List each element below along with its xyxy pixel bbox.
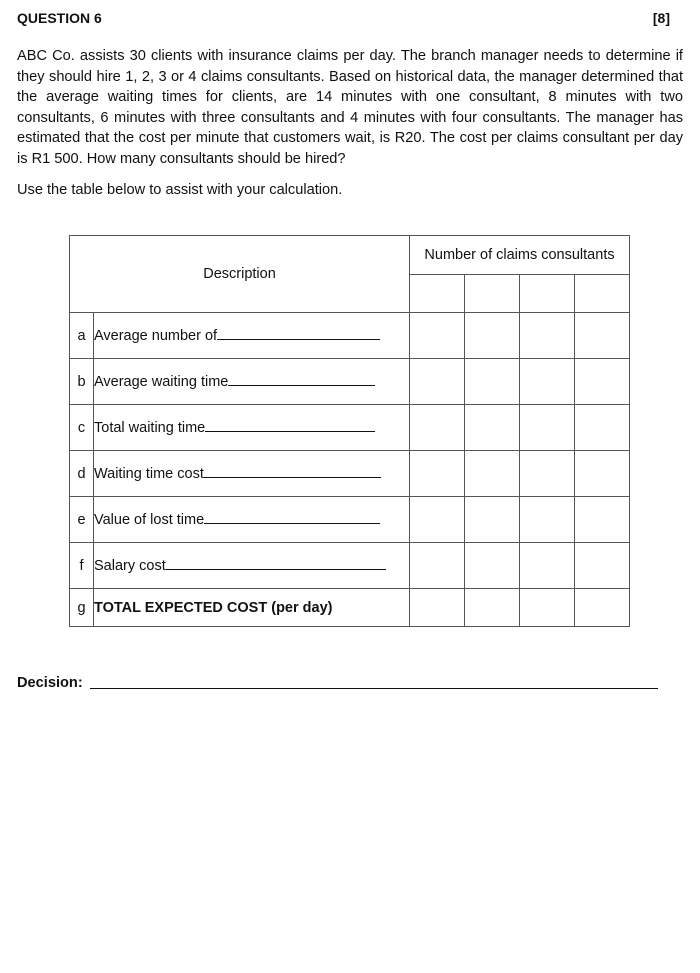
answer-cell[interactable]: [465, 405, 520, 451]
table-row: [70, 497, 630, 543]
table-row: [70, 313, 630, 359]
answer-cell[interactable]: [520, 405, 575, 451]
fill-in-blank: [204, 511, 380, 524]
row-label: Average number of: [94, 328, 218, 344]
answer-cell[interactable]: [465, 497, 520, 543]
row-letter: b: [70, 359, 94, 405]
decision-label: Decision:: [17, 675, 83, 691]
answer-cell[interactable]: [465, 451, 520, 497]
consultant-column-3[interactable]: [520, 275, 575, 313]
row-label: Salary cost: [94, 558, 166, 574]
row-description: [94, 497, 410, 543]
answer-cell[interactable]: [520, 313, 575, 359]
answer-cell[interactable]: [410, 359, 465, 405]
answer-cell[interactable]: [520, 497, 575, 543]
question-body: ABC Co. assists 30 clients with insurance claims per day. The branch manager needs to determine if they should hire 1, 2, 3 or 4 claims consultants. Based on historical data, the manager determined that the average waiting times for clients, are 14 minutes with one consultant, 8 minutes with two consultants, 6 minutes with three consultants and 4 minutes with four consultants. The manager has estimated that the cost per minute that customers wait, is R20. The cost per claims consultant per day is R1 500. How many consultants should be hired?: [17, 48, 683, 167]
answer-cell[interactable]: [575, 451, 630, 497]
number-of-consultants-header: Number of claims consultants: [410, 236, 630, 275]
question-header: [17, 10, 670, 34]
answer-cell[interactable]: [410, 313, 465, 359]
answer-cell[interactable]: [520, 589, 575, 627]
row-label: Total waiting time: [94, 420, 206, 436]
answer-cell[interactable]: [465, 313, 520, 359]
description-header: Description: [70, 236, 410, 313]
decision-answer-line[interactable]: [90, 688, 658, 689]
row-description: [94, 543, 410, 589]
consultant-column-1[interactable]: [410, 275, 465, 313]
answer-cell[interactable]: [575, 589, 630, 627]
answer-cell[interactable]: [575, 405, 630, 451]
answer-cell[interactable]: [410, 543, 465, 589]
row-label: TOTAL EXPECTED COST (per day): [94, 599, 333, 616]
row-letter: f: [70, 543, 94, 589]
row-label: Average waiting time: [94, 374, 229, 390]
table-row: [70, 451, 630, 497]
fill-in-blank: [166, 557, 386, 570]
question-instruction: Use the table below to assist with your calculation.: [17, 182, 343, 198]
answer-cell[interactable]: [410, 405, 465, 451]
answer-cell[interactable]: [575, 543, 630, 589]
fill-in-blank: [228, 373, 375, 386]
row-label: Value of lost time: [94, 512, 205, 528]
answer-cell[interactable]: [410, 589, 465, 627]
answer-cell[interactable]: [575, 497, 630, 543]
table-row: [70, 359, 630, 405]
row-letter: g: [70, 589, 94, 627]
answer-cell[interactable]: [465, 359, 520, 405]
fill-in-blank: [204, 465, 381, 478]
row-letter: a: [70, 313, 94, 359]
fill-in-blank: [205, 419, 375, 432]
row-description: [94, 589, 410, 627]
question-marks: [8]: [652, 10, 670, 26]
answer-cell[interactable]: [520, 543, 575, 589]
table-row-total: [70, 589, 630, 627]
row-description: [94, 451, 410, 497]
table-row: [70, 543, 630, 589]
row-description: [94, 313, 410, 359]
answer-cell[interactable]: [410, 451, 465, 497]
row-label: Waiting time cost: [94, 466, 204, 482]
row-description: [94, 359, 410, 405]
answer-cell[interactable]: [520, 451, 575, 497]
table-row: [70, 405, 630, 451]
answer-cell[interactable]: [575, 359, 630, 405]
table-header-row: [70, 236, 630, 275]
answer-cell[interactable]: [465, 543, 520, 589]
row-letter: c: [70, 405, 94, 451]
answer-cell[interactable]: [520, 359, 575, 405]
row-description: [94, 405, 410, 451]
consultant-column-2[interactable]: [465, 275, 520, 313]
row-letter: d: [70, 451, 94, 497]
fill-in-blank: [217, 327, 380, 340]
answer-cell[interactable]: [575, 313, 630, 359]
calculation-table: [69, 235, 630, 627]
question-title: QUESTION 6: [17, 10, 102, 26]
answer-cell[interactable]: [465, 589, 520, 627]
row-letter: e: [70, 497, 94, 543]
answer-cell[interactable]: [410, 497, 465, 543]
consultant-column-4[interactable]: [575, 275, 630, 313]
